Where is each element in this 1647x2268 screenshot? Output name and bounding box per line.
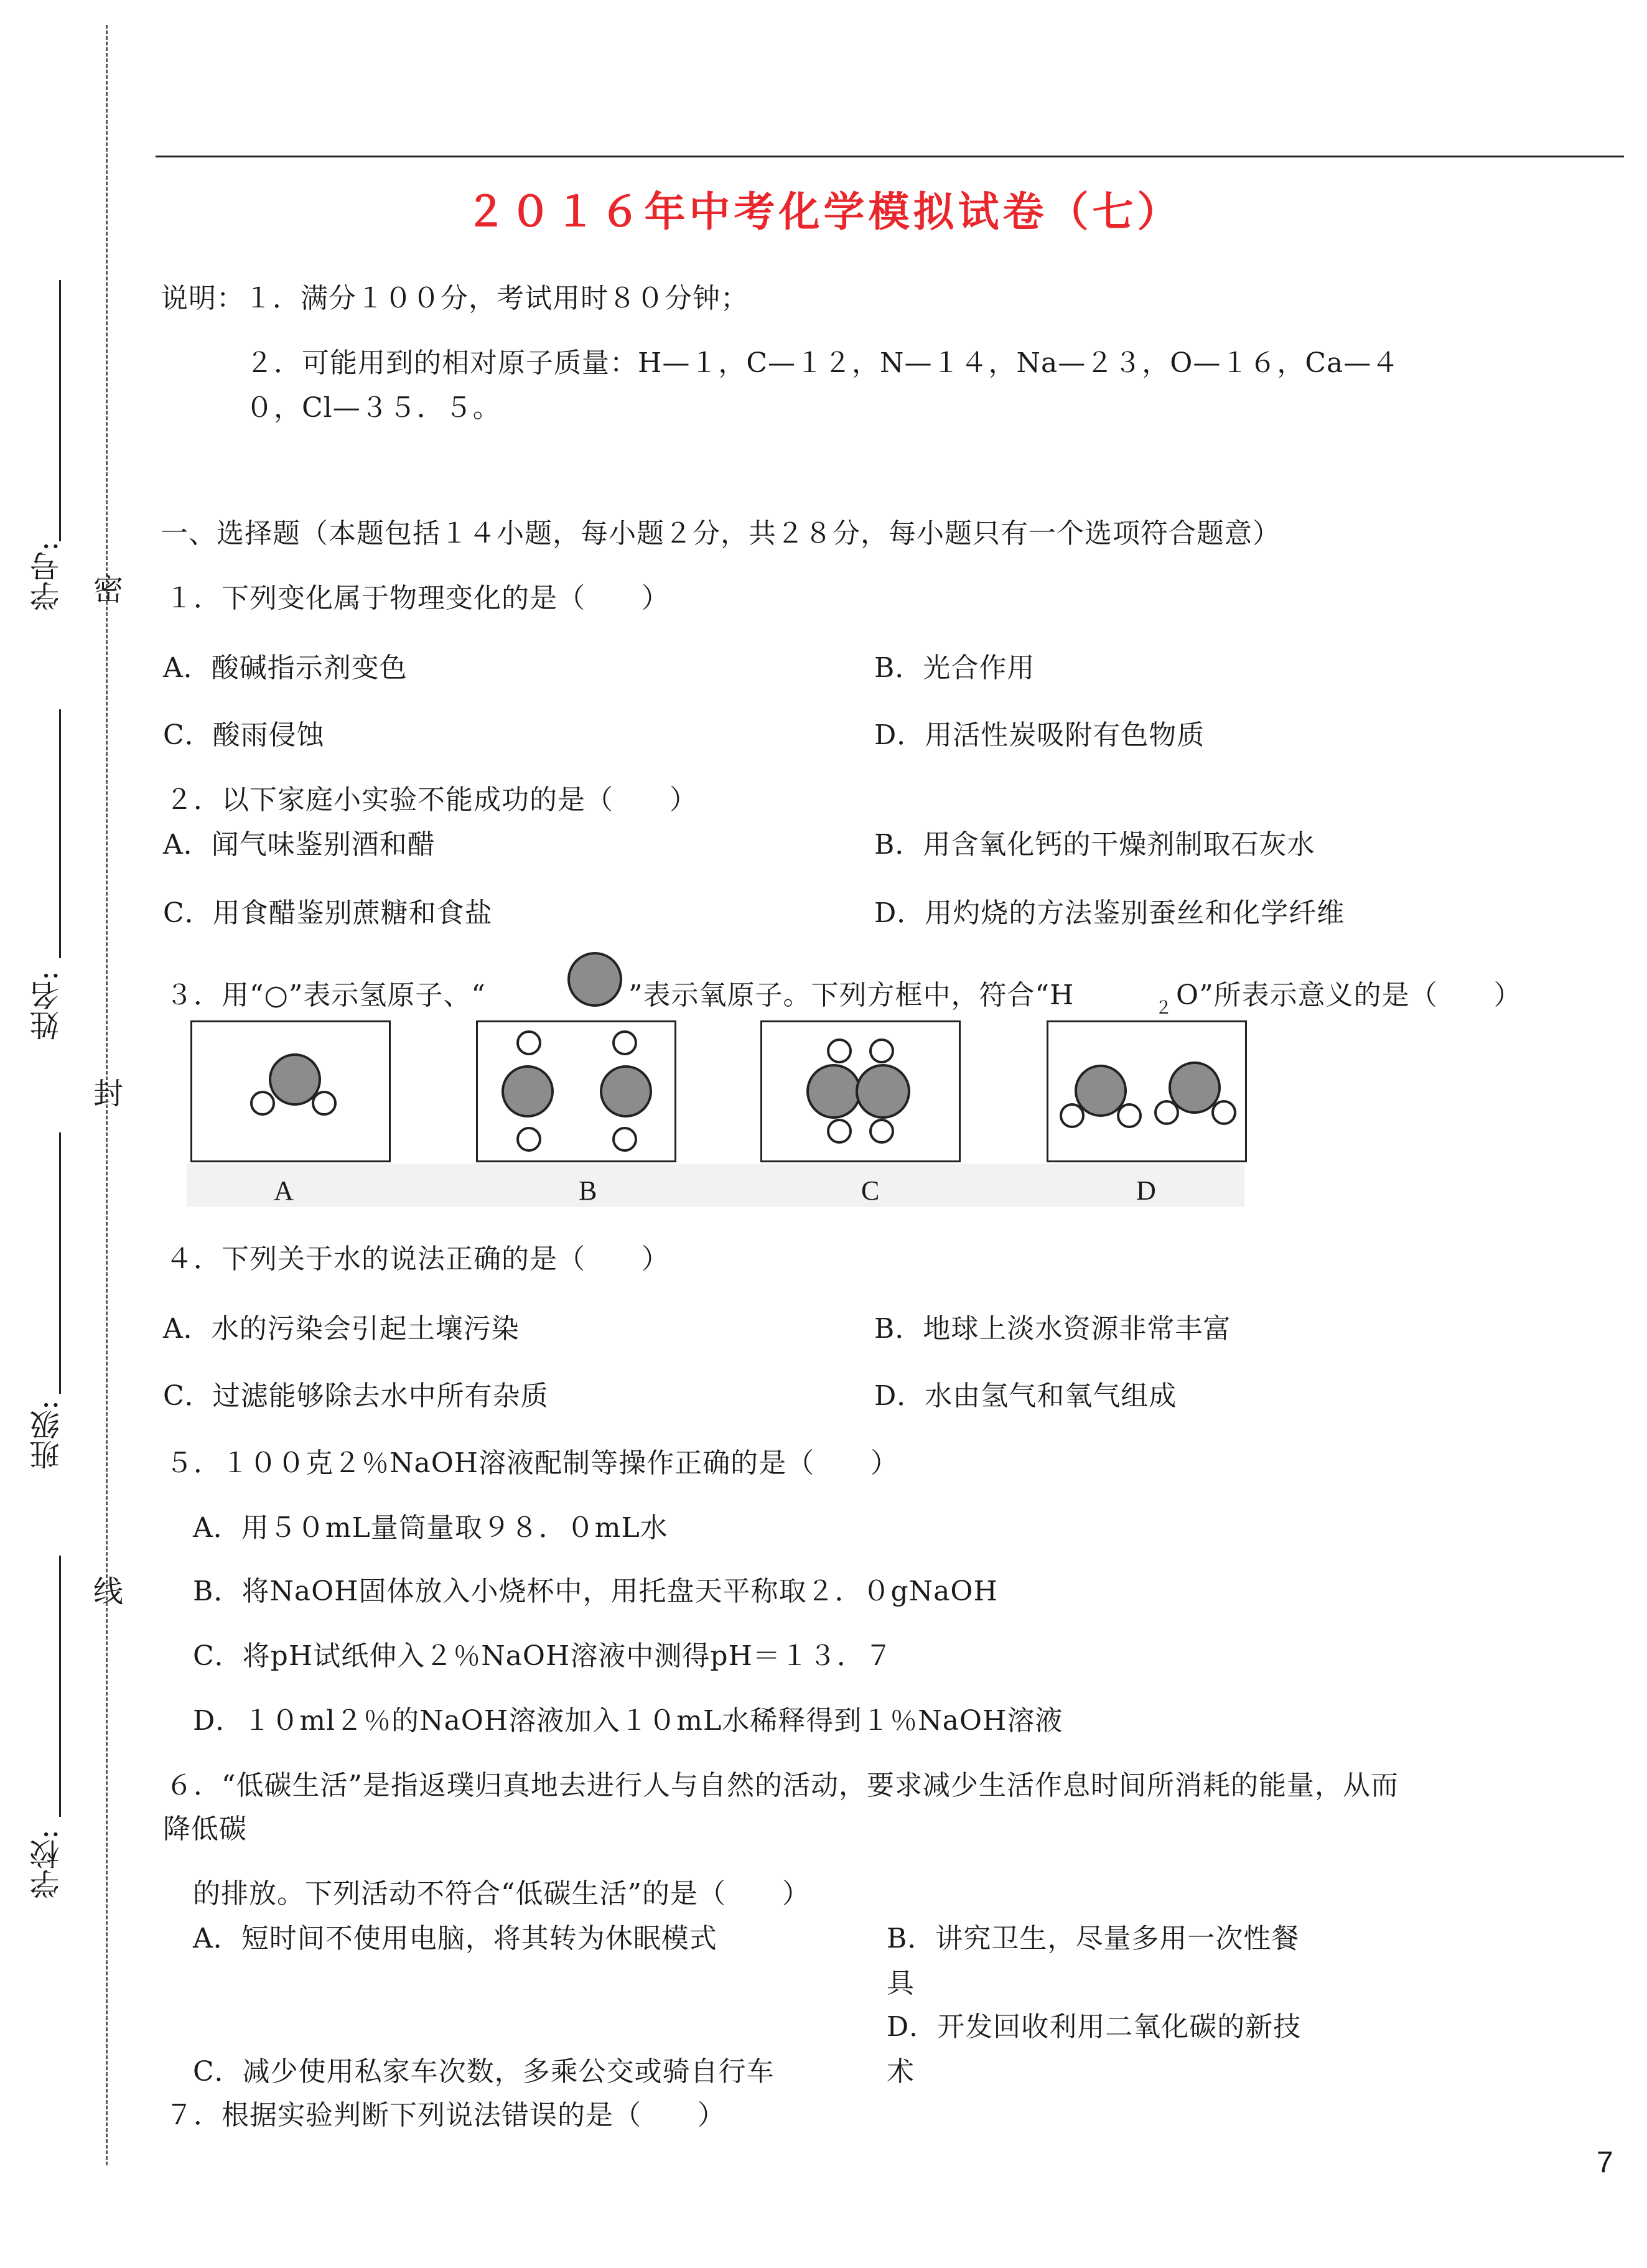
note-line-3: ０，Cl—３５．５。 (246, 392, 501, 424)
q1-stem: １．下列变化属于物理变化的是（ ） (166, 582, 670, 614)
note-line-2: ２．可能用到的相对原子质量：H—１，C—１２，N—１４，Na—２３，O—１６，Ca—４ (246, 347, 1400, 379)
q5-option-d: D．１０ml２％的NaOH溶液加入１０mL水稀释得到１％NaOH溶液 (193, 1705, 1063, 1737)
q6-option-a: A．短时间不使用电脑，将其转为休眠模式 (193, 1923, 717, 1954)
q3-stem-part3: O”所表示意义的是（ ） (1176, 979, 1522, 1011)
figure-caption-band (187, 1164, 1244, 1207)
option-b-label: B (579, 1175, 597, 1206)
q1-option-a: A．酸碱指示剂变色 (163, 652, 408, 684)
q3-subscript: ２ (1155, 997, 1173, 1018)
q6-option-c: C．减少使用私家车次数，多乘公交或骑自行车 (193, 2056, 775, 2088)
q1-option-c: C．酸雨侵蚀 (163, 719, 325, 751)
class-label: 班级: (30, 1400, 65, 1470)
q6-stem-line1: ６．“低碳生活”是指返璞归真地去进行人与自然的活动，要求减少生活作息时间所消耗的能量，从而 (166, 1770, 1399, 1801)
option-c-box (760, 1020, 961, 1162)
option-c-label: C (861, 1175, 880, 1206)
q5-option-b: B．将NaOH固体放入小烧杯中，用托盘天平称取２．０gNaOH (193, 1575, 998, 1607)
name-blank (59, 709, 61, 958)
q3-stem-part1: ３．用“○”表示氢原子、“ (166, 979, 486, 1011)
header-rule (156, 156, 1624, 157)
option-a-box (190, 1020, 391, 1162)
oxygen-atom-legend-icon (566, 951, 623, 1008)
student-no-blank (59, 280, 61, 541)
school-blank (59, 1556, 61, 1817)
student-no-label: 学号: (30, 541, 65, 612)
school-label: 学校: (30, 1829, 65, 1900)
q6-option-d-line1: D．开发回收利用二氧化碳的新技 (887, 2011, 1302, 2043)
page-number: 7 (1597, 2146, 1613, 2179)
q7-stem: ７．根据实验判断下列说法错误的是（ ） (166, 2099, 726, 2131)
class-blank (59, 1132, 61, 1394)
seal-char-feng: 封 (93, 1076, 124, 1111)
q6-option-b-line2: 具 (887, 1967, 915, 1999)
q6-option-b-line1: B．讲究卫生，尽量多用一次性餐 (887, 1923, 1300, 1954)
option-d-diagram (1048, 1022, 1245, 1160)
q5-option-a: A．用５０mL量筒量取９８．０mL水 (193, 1512, 668, 1544)
q2-option-d: D．用灼烧的方法鉴别蚕丝和化学纤维 (874, 897, 1345, 929)
seal-char-mi: 密 (93, 572, 124, 607)
section-heading: 一、选择题（本题包括１４小题，每小题２分，共２８分，每小题只有一个选项符合题意） (161, 518, 1281, 549)
seal-char-xian: 线 (93, 1574, 124, 1609)
option-d-box (1047, 1020, 1247, 1162)
q2-stem: ２．以下家庭小实验不能成功的是（ ） (166, 784, 698, 816)
q3-stem-part2: ”表示氧原子。下列方框中，符合“H (628, 979, 1075, 1011)
q5-stem: ５．１００克２％NaOH溶液配制等操作正确的是（ ） (166, 1447, 899, 1479)
q2-option-a: A．闻气味鉴别酒和醋 (163, 829, 436, 861)
option-d-label: D (1136, 1175, 1156, 1206)
option-a-label: A (274, 1175, 294, 1206)
q4-option-b: B．地球上淡水资源非常丰富 (874, 1313, 1231, 1345)
option-c-diagram (762, 1022, 959, 1160)
q5-option-c: C．将pH试纸伸入２％NaOH溶液中测得pH＝１３．７ (193, 1640, 893, 1672)
option-b-box (476, 1020, 676, 1162)
name-label: 姓名: (30, 971, 65, 1041)
q2-option-c: C．用食醋鉴别蔗糖和食盐 (163, 897, 493, 929)
q4-option-a: A．水的污染会引起土壤污染 (163, 1313, 520, 1345)
note-line-1: 说明：１．满分１００分，考试用时８０分钟； (161, 282, 749, 314)
q6-stem-line2: 降低碳 (163, 1813, 247, 1845)
q6-stem-line3: 的排放。下列活动不符合“低碳生活”的是（ ） (193, 1878, 810, 1910)
option-b-diagram (478, 1022, 674, 1160)
q1-option-d: D．用活性炭吸附有色物质 (874, 719, 1205, 751)
option-a-diagram (192, 1022, 389, 1160)
q1-option-b: B．光合作用 (874, 652, 1035, 684)
q4-option-d: D．水由氢气和氧气组成 (874, 1380, 1177, 1412)
page-title: ２０１６年中考化学模拟试卷（七） (465, 187, 1182, 236)
q2-option-b: B．用含氧化钙的干燥剂制取石灰水 (874, 829, 1315, 861)
q4-option-c: C．过滤能够除去水中所有杂质 (163, 1380, 549, 1412)
q4-stem: ４．下列关于水的说法正确的是（ ） (166, 1243, 670, 1275)
q6-option-d-line2: 术 (887, 2056, 915, 2088)
